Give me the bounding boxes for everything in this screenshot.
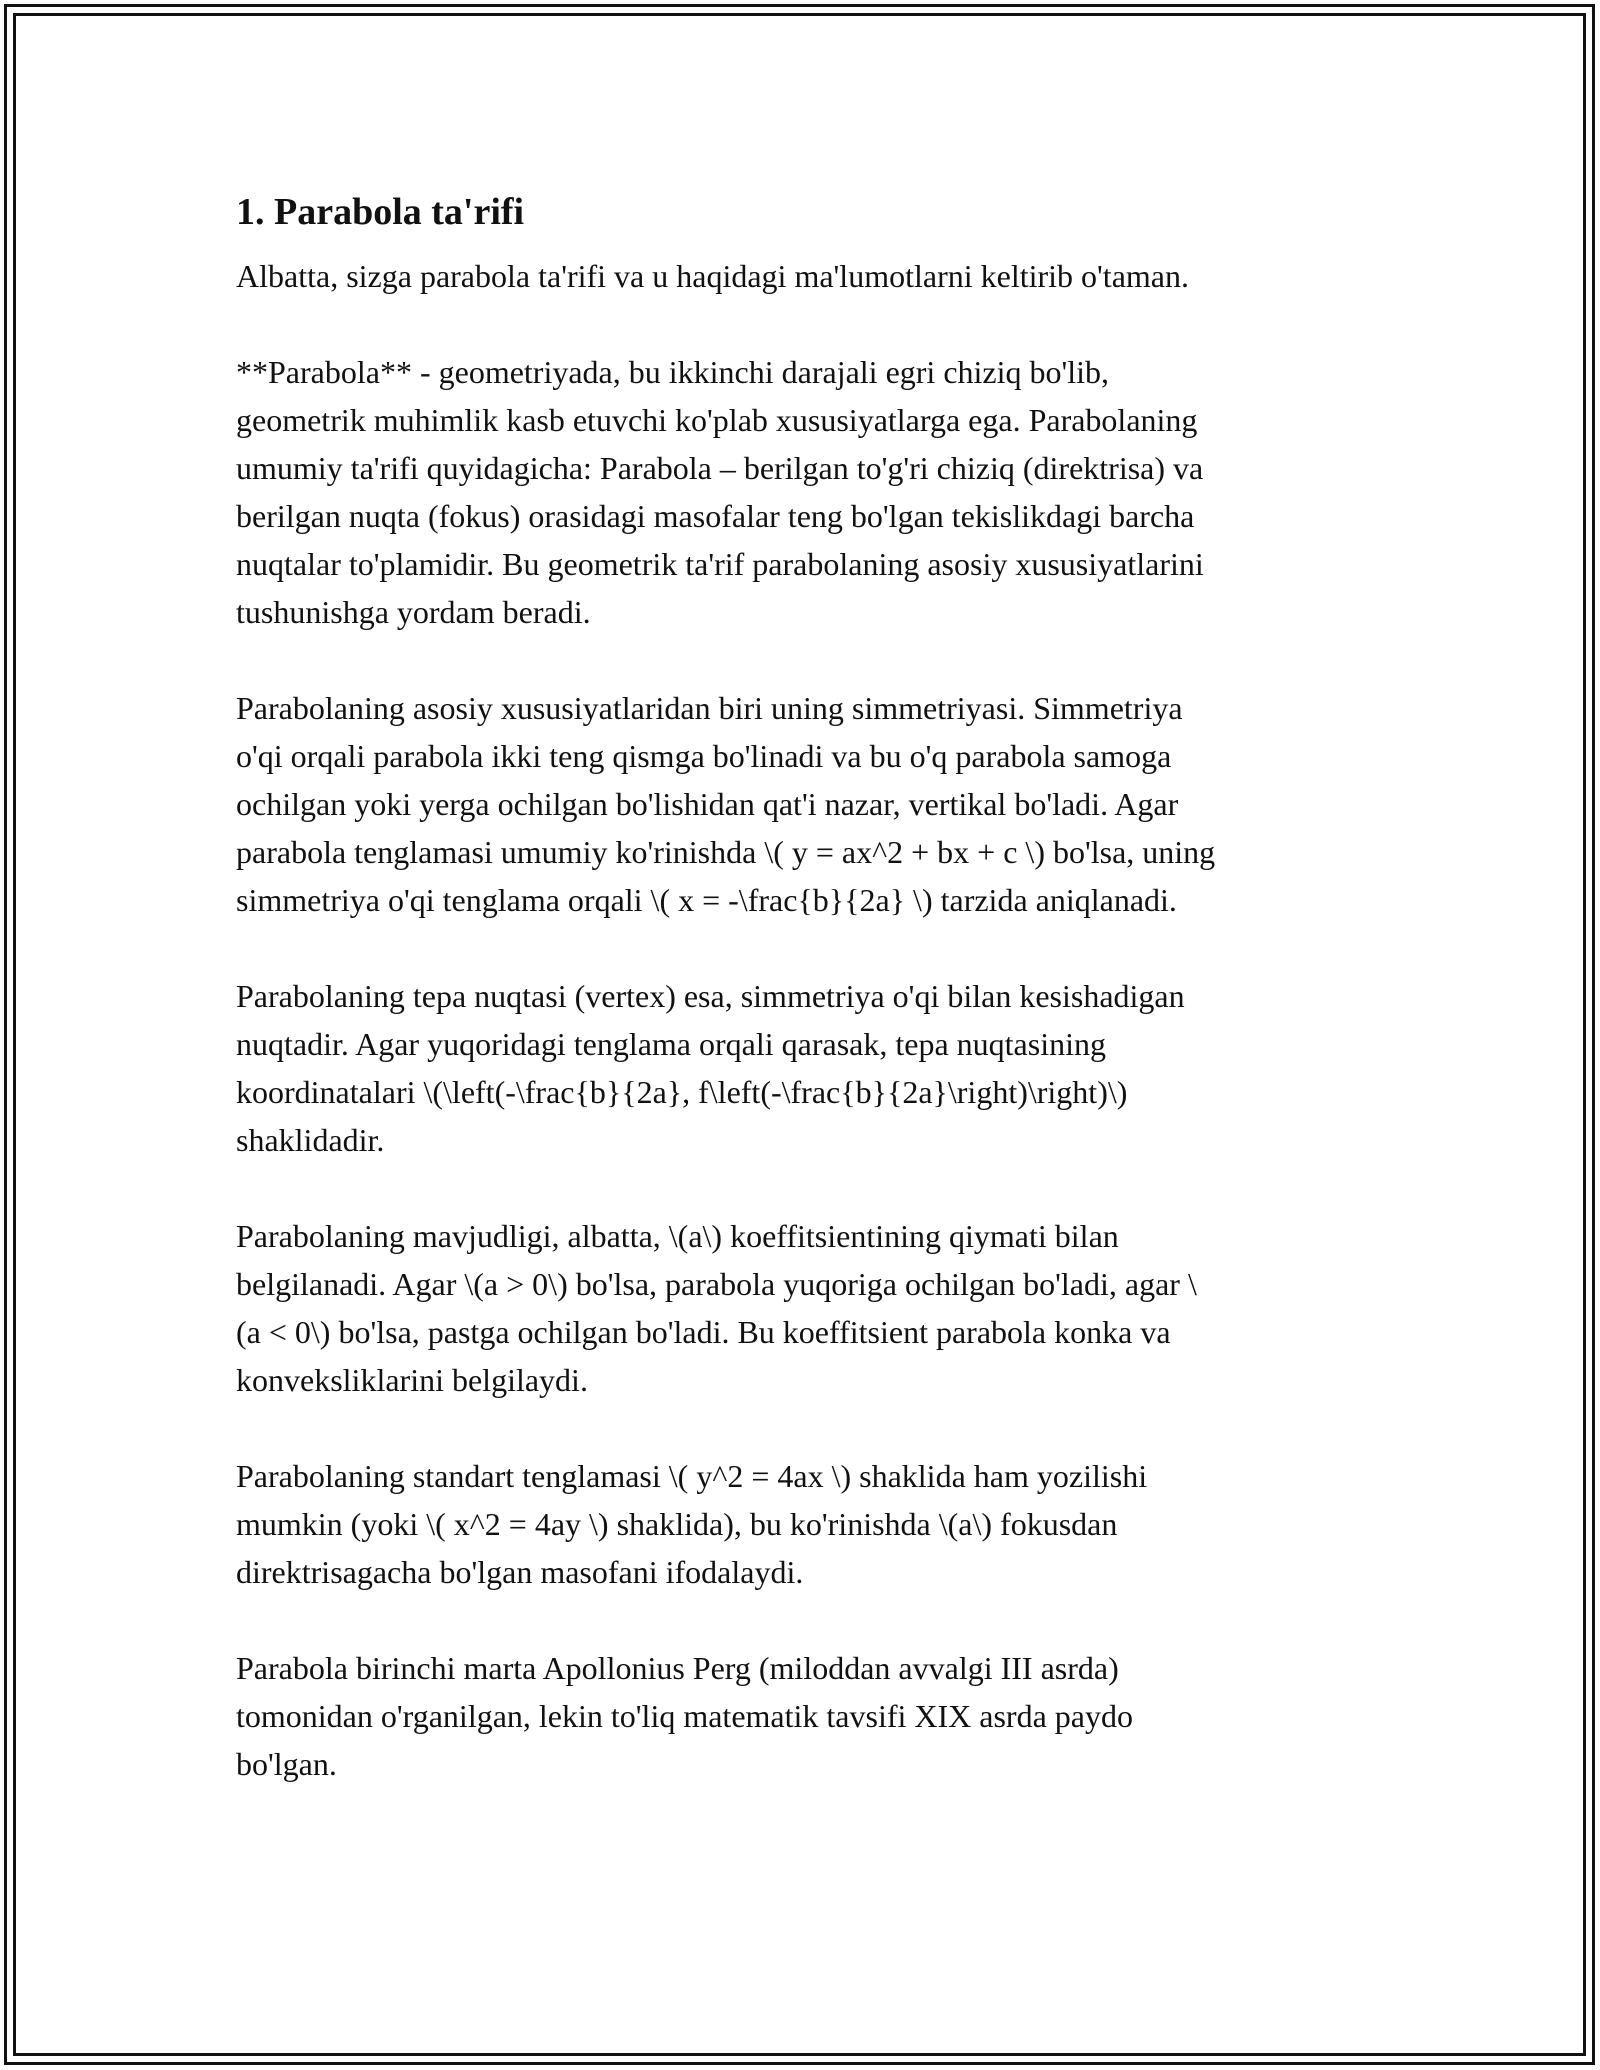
paragraph (236, 348, 1366, 636)
text-line: shaklidadir. (236, 1122, 385, 1158)
text-line: Parabola birinchi marta Apollonius Perg (miloddan avvalgi III asrda) (236, 1650, 1119, 1686)
text-line: ochilgan yoki yerga ochilgan bo'lishidan qat'i nazar, vertikal bo'ladi. Agar (236, 786, 1179, 822)
text-line: nuqtalar to'plamidir. Bu geometrik ta'rif parabolaning asosiy xususiyatlarini (236, 546, 1204, 582)
paragraph (236, 1212, 1366, 1404)
text-line: **Parabola** - geometriyada, bu ikkinchi darajali egri chiziq bo'lib, (236, 354, 1110, 390)
text-line: umumiy ta'rifi quyidagicha: Parabola – berilgan to'g'ri chiziq (direktrisa) va (236, 450, 1204, 486)
text-line: nuqtadir. Agar yuqoridagi tenglama orqali qarasak, tepa nuqtasining (236, 1026, 1106, 1062)
paragraph (236, 684, 1366, 924)
text-line: geometrik muhimlik kasb etuvchi ko'plab xususiyatlarga ega. Parabolaning (236, 402, 1198, 438)
text-line: tomonidan o'rganilgan, lekin to'liq matematik tavsifi XIX asrda paydo (236, 1698, 1133, 1734)
paragraph (236, 972, 1366, 1164)
text-line: o'qi orqali parabola ikki teng qismga bo'linadi va bu o'q parabola samoga (236, 738, 1172, 774)
paragraph-list (236, 252, 1366, 1788)
text-line: direktrisagacha bo'lgan masofani ifodalaydi. (236, 1554, 804, 1590)
text-line: bo'lgan. (236, 1746, 337, 1782)
text-line: parabola tenglamasi umumiy ko'rinishda \( y = ax^2 + bx + c \) bo'lsa, uning (236, 834, 1216, 870)
text-line: Parabolaning tepa nuqtasi (vertex) esa, simmetriya o'qi bilan kesishadigan (236, 978, 1185, 1014)
document-body (236, 186, 1366, 1836)
text-line: tushunishga yordam beradi. (236, 594, 591, 630)
text-line: Parabolaning standart tenglamasi \( y^2 = 4ax \) shaklida ham yozilishi (236, 1458, 1148, 1494)
text-line: Parabolaning mavjudligi, albatta, \(a\) koeffitsientining qiymati bilan (236, 1218, 1119, 1254)
text-line: (a < 0\) bo'lsa, pastga ochilgan bo'ladi. Bu koeffitsient parabola konka va (236, 1314, 1171, 1350)
paragraph (236, 1452, 1366, 1596)
text-line: simmetriya o'qi tenglama orqali \( x = -\frac{b}{2a} \) tarzida aniqlanadi. (236, 882, 1177, 918)
text-line: konveksliklarini belgilaydi. (236, 1362, 588, 1398)
paragraph (236, 1644, 1366, 1788)
text-line: mumkin (yoki \( x^2 = 4ay \) shaklida), bu ko'rinishda \(a\) fokusdan (236, 1506, 1118, 1542)
section-heading: 1. Parabola ta'rifi (236, 191, 525, 233)
text-line: koordinatalari \(\left(-\frac{b}{2a}, f\left(-\frac{b}{2a}\right)\right)\) (236, 1074, 1128, 1110)
text-line: belgilanadi. Agar \(a > 0\) bo'lsa, parabola yuqoriga ochilgan bo'ladi, agar \ (236, 1266, 1197, 1302)
text-line: Parabolaning asosiy xususiyatlaridan biri uning simmetriyasi. Simmetriya (236, 690, 1183, 726)
text-line: Albatta, sizga parabola ta'rifi va u haqidagi ma'lumotlarni keltirib o'taman. (236, 258, 1189, 294)
paragraph (236, 252, 1366, 300)
text-line: berilgan nuqta (fokus) orasidagi masofalar teng bo'lgan tekislikdagi barcha (236, 498, 1195, 534)
